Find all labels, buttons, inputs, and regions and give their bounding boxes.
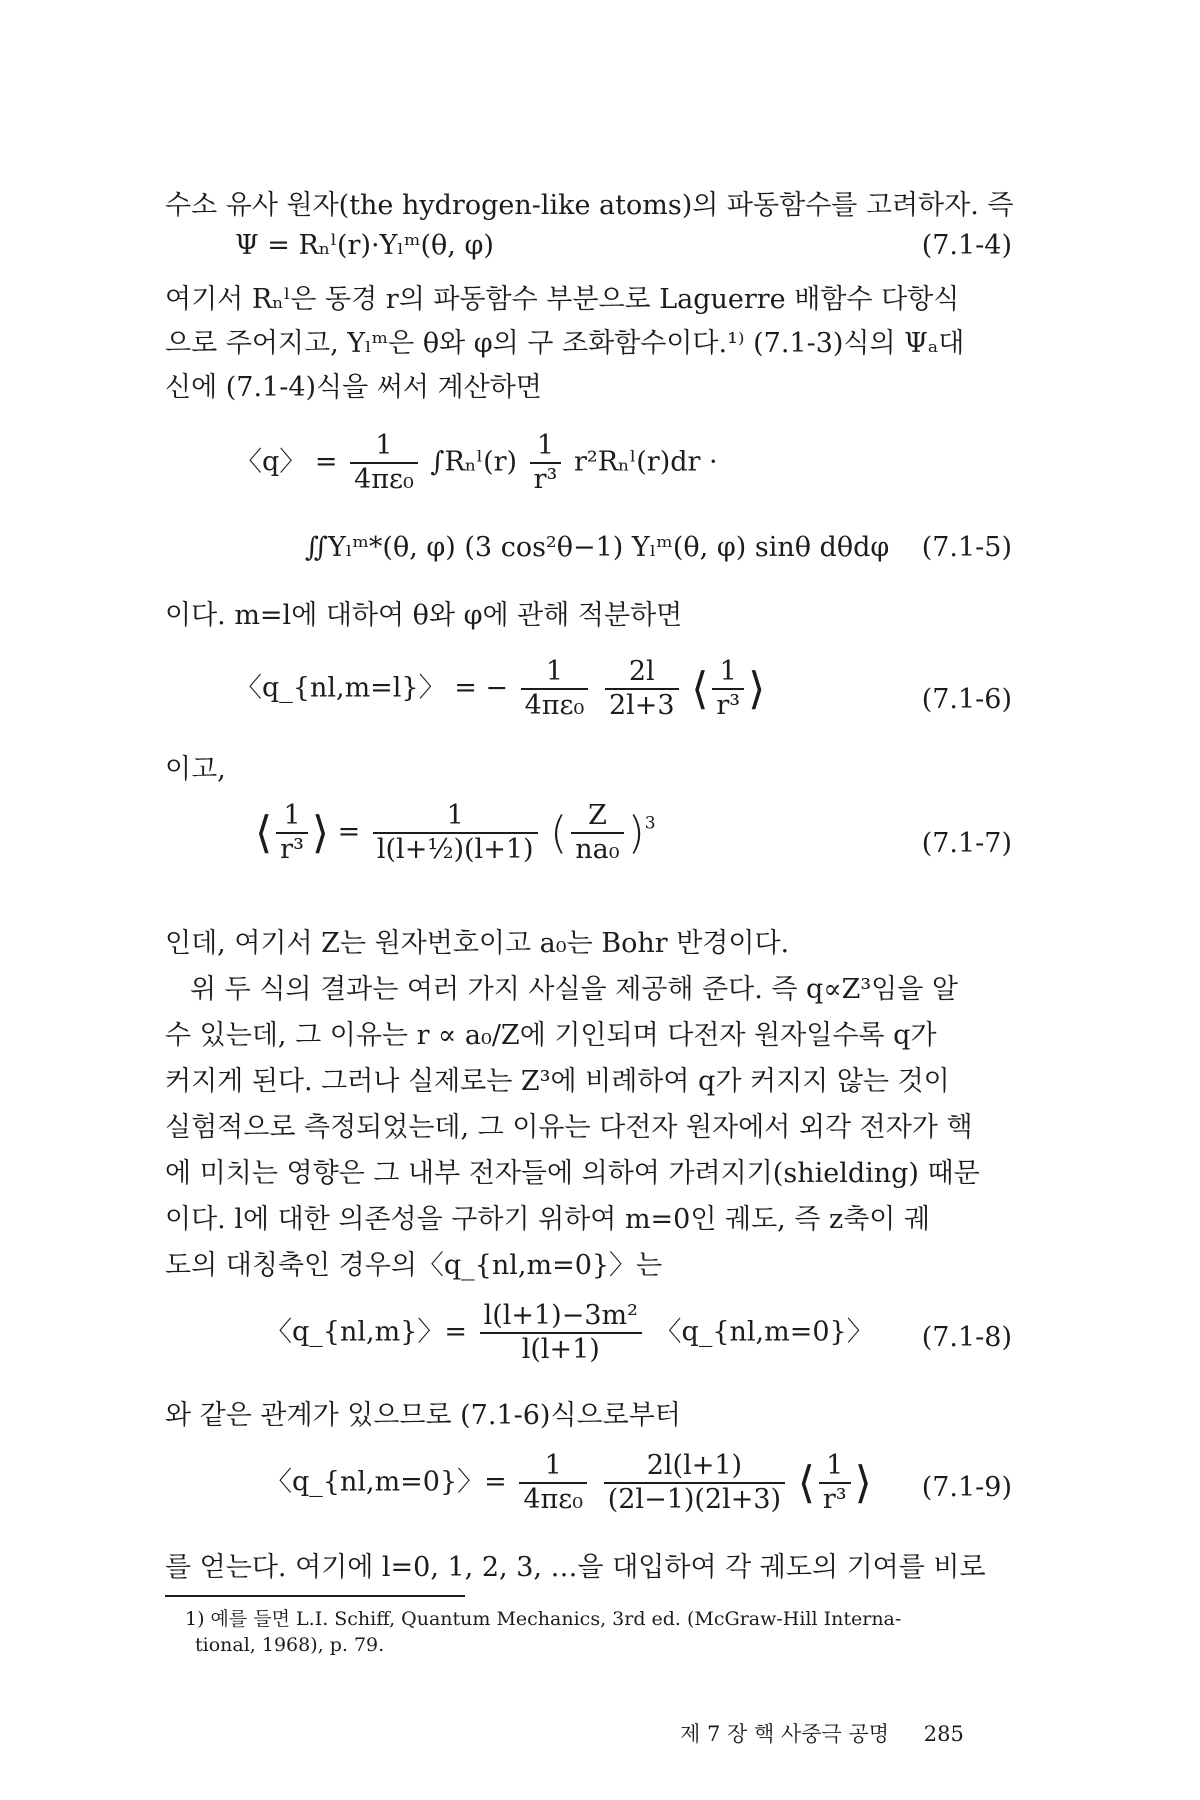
right-angle-bracket: ⟩ [854, 1457, 872, 1509]
paragraph-line: 이다. m=l에 대하여 θ와 φ에 관해 적분하면 [165, 600, 683, 631]
eq6-fraction-3 [712, 656, 744, 722]
paragraph-line: 커지게 된다. 그러나 실제로는 Z³에 비례하여 q가 커지지 않는 것이 [165, 1066, 950, 1097]
eq6-fraction-2 [605, 656, 679, 722]
right-angle-bracket: ⟩ [748, 663, 766, 715]
paragraph-line: 에 미치는 영향은 그 내부 전자들에 의하여 가려지기(shielding) 때문 [165, 1158, 980, 1189]
eq5-fraction-1 [350, 430, 418, 496]
eq6-f3-den: r³ [716, 690, 741, 721]
eq9-f2-den: (2l−1)(2l+3) [607, 1484, 782, 1515]
left-paren: ( [550, 807, 568, 859]
right-angle-bracket: ⟩ [311, 807, 330, 859]
eq5-fraction-2 [530, 430, 562, 496]
paragraph-line: 으로 주어지고, Yₗᵐ은 θ와 φ의 구 조화함수이다.¹⁾ (7.1-3)식의 Ψₐ대 [165, 328, 965, 359]
eq9-f3-num: 1 [819, 1450, 851, 1484]
equation-7-1-6 [235, 656, 765, 722]
paragraph-line: 실험적으로 측정되었는데, 그 이유는 다전자 원자에서 외각 전자가 핵 [165, 1112, 973, 1143]
eq7-f2-den: l(l+½)(l+1) [376, 834, 534, 865]
eq6-lhs: 〈q_{nl,m=l}〉 = − [235, 672, 509, 704]
equation-7-1-4: Ψ = Rₙˡ(r)·Yₗᵐ(θ, φ) [235, 230, 494, 261]
paragraph-line: 여기서 Rₙˡ은 동경 r의 파동함수 부분으로 Laguerre 배함수 다항식 [165, 284, 960, 315]
eq8-rhs: 〈q_{nl,m=0}〉 [654, 1316, 874, 1348]
eq6-fraction-1 [521, 656, 589, 722]
paragraph-line: 이고, [165, 754, 226, 785]
right-paren: ) [627, 807, 645, 859]
footnote-line: 1) 예를 들면 L.I. Schiff, Quantum Mechanics, 3rd ed. (McGraw-Hill Interna- [185, 1608, 902, 1630]
eq7-f1-num: 1 [276, 800, 308, 834]
eq9-fraction-1 [519, 1450, 587, 1516]
eq5-lhs: 〈q〉 = [235, 446, 338, 478]
equation-7-1-9 [265, 1450, 872, 1516]
left-angle-bracket: ⟨ [797, 1457, 815, 1509]
eq6-f1-den: 4πε₀ [524, 690, 585, 721]
eq5-f2-num: 1 [530, 430, 562, 464]
left-angle-bracket: ⟨ [691, 663, 709, 715]
eq5-f1-num: 1 [350, 430, 418, 464]
eq9-f2-num: 2l(l+1) [604, 1450, 785, 1484]
equation-7-1-5-line1 [235, 430, 718, 496]
paragraph-line: 도의 대칭축인 경우의〈q_{nl,m=0}〉는 [165, 1250, 663, 1281]
paragraph-line: 인데, 여기서 Z는 원자번호이고 a₀는 Bohr 반경이다. [165, 928, 790, 959]
eq9-fraction-2 [604, 1450, 785, 1516]
eq5-f2-den: r³ [533, 464, 558, 495]
eq9-lhs: 〈q_{nl,m=0}〉= [265, 1466, 507, 1498]
paragraph-line: 수 있는데, 그 이유는 r ∝ a₀/Z에 기인되며 다전자 원자일수록 q가 [165, 1020, 937, 1051]
footnote-line: tional, 1968), p. 79. [195, 1634, 385, 1656]
equation-7-1-8 [265, 1300, 874, 1366]
eq5-radial-1: ∫Rₙˡ(r) [430, 446, 518, 478]
paragraph-line: 와 같은 관계가 있으므로 (7.1-6)식으로부터 [165, 1400, 681, 1431]
equation-7-1-7: ⟨ $\frac{1}{\text{r³}}$ ⟩ = $\frac{1}{\text{l(l+½)(l+1)}}$ ( $\frac{Z}{\text{na₀}}$ )$^3$ [255, 800, 656, 865]
eq7-f2-num: 1 [373, 800, 538, 834]
eq9-f1-den: 4πε₀ [523, 1484, 584, 1515]
eq6-f2-num: 2l [605, 656, 679, 690]
equation-7-1-5-line2: ∬Yₗᵐ*(θ, φ) (3 cos²θ−1) Yₗᵐ(θ, φ) sinθ dθdφ [305, 532, 890, 563]
paragraph-line: 를 얻는다. 여기에 l=0, 1, 2, 3, …을 대입하여 각 궤도의 기여를 비로 [165, 1552, 986, 1583]
paragraph-line: 신에 (7.1-4)식을 써서 계산하면 [165, 372, 542, 403]
eq6-f1-num: 1 [521, 656, 589, 690]
equation-label-7-1-7: (7.1-7) [921, 828, 1012, 859]
eq7-f1-den: r³ [280, 834, 304, 865]
eq8-f1-num: l(l+1)−3m² [480, 1300, 642, 1334]
eq8-f1-den: l(l+1) [521, 1334, 600, 1365]
eq7-fraction-1 [276, 800, 308, 866]
equation-label-7-1-5: (7.1-5) [921, 532, 1012, 563]
eq7-f3-den: na₀ [575, 834, 620, 865]
page-number: 285 [923, 1722, 964, 1746]
eq8-lhs: 〈q_{nl,m}〉= [265, 1316, 467, 1348]
eq7-fraction-3 [571, 800, 623, 866]
eq5-f1-den: 4πε₀ [354, 464, 414, 495]
equation-label-7-1-4: (7.1-4) [921, 230, 1012, 261]
eq9-f3-den: r³ [822, 1484, 847, 1515]
eq9-f1-num: 1 [519, 1450, 587, 1484]
paragraph-intro: 수소 유사 원자(the hydrogen-like atoms)의 파동함수를 고려하자. 즉 [165, 190, 1014, 221]
page-footer [680, 1718, 964, 1748]
paragraph-line: 위 두 식의 결과는 여러 가지 사실을 제공해 준다. 즉 q∝Z³임을 알 [190, 974, 959, 1005]
equation-label-7-1-6: (7.1-6) [921, 684, 1012, 715]
eq7-exponent: 3 [644, 813, 656, 834]
eq5-radial-2: r²Rₙˡ(r)dr · [573, 446, 718, 478]
eq7-f3-num: Z [571, 800, 623, 834]
left-angle-bracket: ⟨ [255, 807, 273, 859]
equation-label-7-1-8: (7.1-8) [921, 1322, 1012, 1353]
eq7-fraction-2 [373, 800, 538, 866]
footnote-rule [165, 1595, 465, 1597]
paragraph-line: 이다. l에 대한 의존성을 구하기 위하여 m=0인 궤도, 즉 z축이 궤 [165, 1204, 931, 1235]
eq8-fraction-1 [480, 1300, 642, 1366]
eq6-f3-num: 1 [712, 656, 744, 690]
eq6-f2-den: 2l+3 [608, 690, 675, 721]
equation-label-7-1-9: (7.1-9) [921, 1472, 1012, 1503]
eq9-fraction-3 [819, 1450, 851, 1516]
chapter-title: 제 7 장 핵 사중극 공명 [680, 1722, 890, 1746]
